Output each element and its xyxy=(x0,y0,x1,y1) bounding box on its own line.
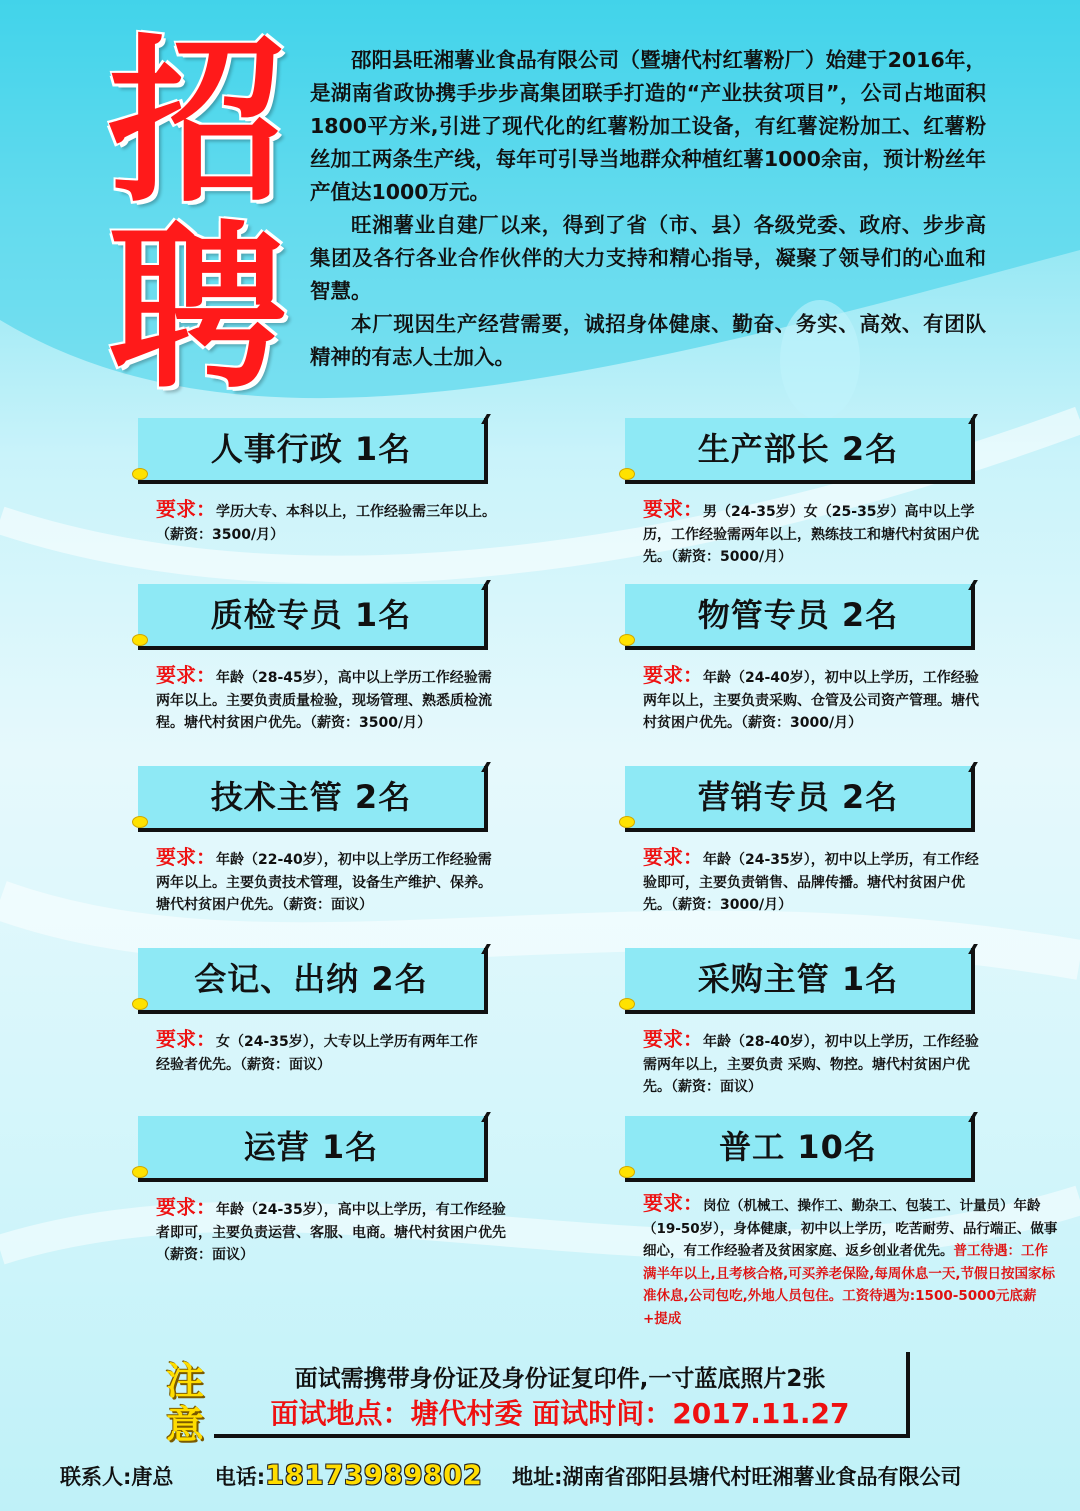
title-char-zhao: 招 xyxy=(108,19,286,226)
bullet-dot-icon xyxy=(132,816,148,828)
req-text: 女（24-35岁），大专以上学历有两年工作经验者优先。（薪资：面议） xyxy=(156,1034,478,1073)
job-requirements xyxy=(625,1192,1058,1330)
job-card-general-worker xyxy=(625,1116,1058,1330)
job-card-materials xyxy=(625,584,1045,735)
intro-paragraph-1: 邵阳县旺湘薯业食品有限公司（暨塘代村红薯粉厂）始建于2016年，是湖南省政协携手步步高集团联手打造的“产业扶贫项目”，公司占地面积1800平方米,引进了现代化的红薯粉加工设备，有红薯淀粉加工、红薯粉丝加工两条生产线，每年可引导当地群众种植红薯1000余亩，预计粉丝年产值达1000万元。 xyxy=(310,48,986,204)
job-header xyxy=(138,766,488,832)
bullet-dot-icon xyxy=(619,816,635,828)
job-title: 技术主管 2名 xyxy=(210,778,412,816)
req-label: 要求： xyxy=(156,497,216,521)
job-title: 人事行政 1名 xyxy=(210,430,412,468)
req-text: 年龄（24-35岁），初中以上学历，有工作经验即可，主要负责销售、品牌传播。塘代村贫困户优先。（薪资：3000/月） xyxy=(643,852,979,913)
job-requirements xyxy=(138,846,501,917)
bullet-dot-icon xyxy=(619,468,635,480)
req-text: 学历大专、本科以上，工作经验需三年以上。（薪资：3500/月） xyxy=(156,504,496,543)
contact-footer xyxy=(60,1460,1050,1496)
title-char-pin: 聘 xyxy=(108,205,286,412)
job-requirements xyxy=(138,498,496,546)
job-header xyxy=(625,1116,975,1182)
notice-char-zhu: 注 xyxy=(166,1359,205,1403)
bullet-dot-icon xyxy=(132,998,148,1010)
job-card-purchasing xyxy=(625,948,1045,1099)
contact-person: 联系人:唐总 xyxy=(60,1464,174,1489)
intro-paragraph-3: 本厂现因生产经营需要，诚招身体健康、勤奋、务实、高效、有团队精神的有志人士加入。 xyxy=(310,312,986,369)
job-header xyxy=(625,766,975,832)
job-title: 会记、出纳 2名 xyxy=(194,960,428,998)
company-address: 地址:湖南省邵阳县塘代村旺湘薯业食品有限公司 xyxy=(512,1464,962,1489)
poster-title xyxy=(92,19,302,412)
bullet-dot-icon xyxy=(132,1166,148,1178)
notice-interview-info: 面试地点：塘代村委 面试时间：2017.11.27 xyxy=(270,1397,850,1430)
worker-benefits: 普工待遇：工作满半年以上,且考核合格,可买养老保险,每周休息一天,节假日按国家标准休息,公司包吃,外地人员包住。工资待遇为:1500-5000元底薪+提成 xyxy=(643,1243,1056,1327)
job-title: 普工 10名 xyxy=(719,1128,877,1166)
notice-char-yi: 意 xyxy=(166,1403,205,1447)
job-title: 物管专员 2名 xyxy=(697,596,899,634)
req-text: 岗位（机械工、操作工、勤杂工、包装工、计量员）年龄（19-50岁），身体健康，初中以上学历，吃苦耐劳、品行端正、做事细心，有工作经验者及贫困家庭、返乡创业者优先。 xyxy=(643,1198,1058,1259)
job-title: 质检专员 1名 xyxy=(210,596,412,634)
job-header xyxy=(138,418,488,484)
job-header xyxy=(138,584,488,650)
req-label: 要求： xyxy=(156,1027,216,1051)
bullet-dot-icon xyxy=(132,468,148,480)
req-label: 要求： xyxy=(643,663,703,687)
job-requirements xyxy=(138,1196,516,1267)
job-requirements xyxy=(625,1028,983,1099)
bullet-dot-icon xyxy=(619,998,635,1010)
bullet-dot-icon xyxy=(619,1166,635,1178)
job-card-tech xyxy=(138,766,558,917)
job-header xyxy=(625,948,975,1014)
job-card-sales xyxy=(625,766,1045,917)
company-intro xyxy=(310,44,986,374)
job-header xyxy=(138,1116,488,1182)
bullet-dot-icon xyxy=(619,634,635,646)
phone-label: 电话: xyxy=(214,1464,266,1489)
job-title: 生产部长 2名 xyxy=(697,430,899,468)
job-requirements xyxy=(625,664,983,735)
intro-paragraph-2: 旺湘薯业自建厂以来，得到了省（市、县）各级党委、政府、步步高集团及各行各业合作伙伴的大力支持和精心指导，凝聚了领导们的心血和智慧。 xyxy=(310,213,986,303)
req-label: 要求： xyxy=(643,497,703,521)
job-card-accounting xyxy=(138,948,558,1076)
job-header xyxy=(625,418,975,484)
notice-documents: 面试需携带身份证及身份证复印件,一寸蓝底照片2张 xyxy=(294,1366,826,1392)
job-requirements xyxy=(138,1028,486,1076)
req-text: 年龄（24-35岁），高中以上学历，有工作经验者即可，主要负责运营、客服、电商。塘代村贫困户优先（薪资：面议） xyxy=(156,1202,506,1263)
job-requirements xyxy=(625,846,983,917)
req-label: 要求： xyxy=(643,845,703,869)
job-card-hr xyxy=(138,418,558,546)
job-requirements xyxy=(138,664,501,735)
req-text: 男（24-35岁）女（25-35岁）高中以上学历，工作经验需两年以上，熟练技工和塘代村贫困户优先。（薪资：5000/月） xyxy=(643,504,979,565)
job-card-operations xyxy=(138,1116,558,1267)
phone-number: 18173989802 xyxy=(265,1460,483,1491)
job-title: 营销专员 2名 xyxy=(697,778,899,816)
req-text: 年龄（24-40岁），初中以上学历，工作经验两年以上，主要负责采购、仓管及公司资产管理。塘代村贫困户优先。（薪资：3000/月） xyxy=(643,670,979,731)
req-text: 年龄（22-40岁），初中以上学历工作经验需两年以上。主要负责技术管理，设备生产维护、保养。塘代村贫困户优先。（薪资：面议） xyxy=(156,852,492,913)
job-title: 采购主管 1名 xyxy=(697,960,899,998)
bullet-dot-icon xyxy=(132,634,148,646)
job-title: 运营 1名 xyxy=(243,1128,379,1166)
job-header xyxy=(625,584,975,650)
req-text: 年龄（28-40岁），初中以上学历，工作经验需两年以上，主要负责 采购、物控。塘代村贫困户优先。（薪资：面议） xyxy=(643,1034,979,1095)
job-header xyxy=(138,948,488,1014)
job-requirements xyxy=(625,498,993,569)
req-label: 要求： xyxy=(156,663,216,687)
req-label: 要求： xyxy=(643,1191,703,1215)
notice-box xyxy=(214,1352,910,1438)
req-label: 要求： xyxy=(156,845,216,869)
req-label: 要求： xyxy=(643,1027,703,1051)
job-card-production xyxy=(625,418,1045,569)
req-text: 年龄（28-45岁），高中以上学历工作经验需两年以上。主要负责质量检验，现场管理、熟悉质检流程。塘代村贫困户优先。（薪资：3500/月） xyxy=(156,670,492,731)
job-card-qc xyxy=(138,584,558,735)
req-label: 要求： xyxy=(156,1195,216,1219)
